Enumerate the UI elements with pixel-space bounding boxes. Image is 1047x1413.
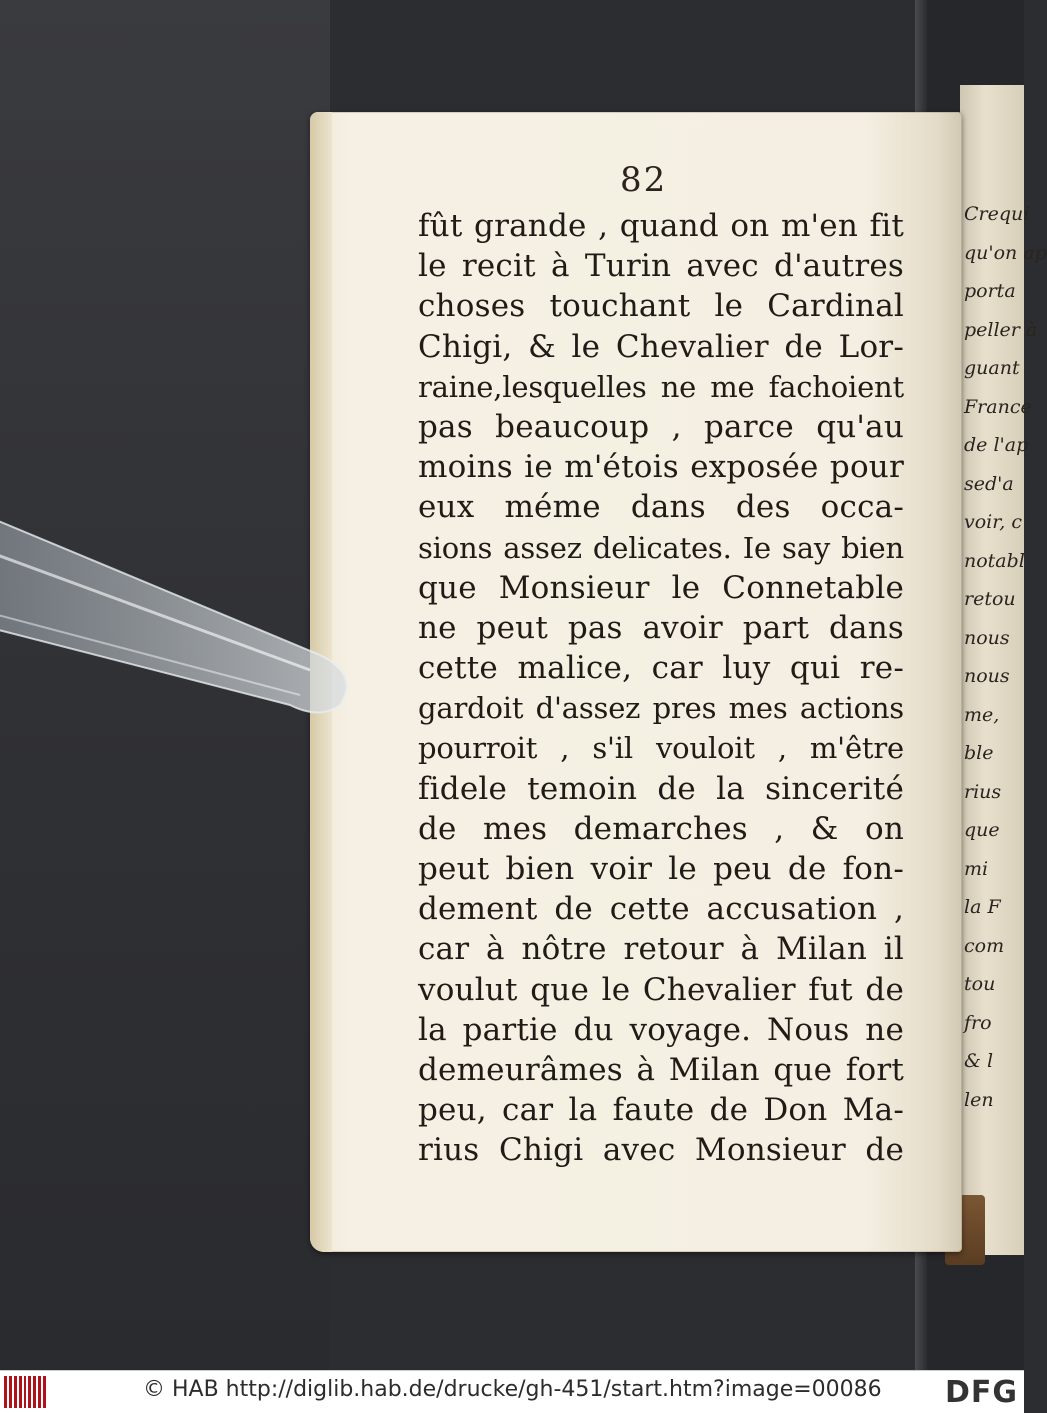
- facing-page-text: [964, 195, 1047, 1119]
- text-line: choses touchant le Cardinal: [418, 288, 904, 325]
- text-line: Chigi, & le Chevalier de Lor-: [418, 328, 904, 365]
- text-line: sions assez delicates. Ie say bien: [418, 530, 904, 565]
- text-line: pourroit , s'il vouloit , m'être: [418, 731, 904, 766]
- facing-fragment: voir, c: [964, 511, 1022, 533]
- facing-fragment: peller à: [964, 318, 1038, 341]
- text-line: voulut que le Chevalier fut de: [418, 971, 904, 1008]
- facing-fragment: porta: [964, 280, 1016, 302]
- facing-fragment: qu'on ap: [964, 241, 1047, 264]
- hab-logo-icon: [4, 1376, 46, 1408]
- page-gutter-edge: [310, 112, 332, 1252]
- text-line: raine,lesquelles ne me fachoient: [418, 369, 904, 404]
- facing-fragment: fro: [964, 1011, 992, 1034]
- text-line: fidele temoin de la sincerité: [418, 770, 904, 807]
- text-line: rius Chigi avec Monsieur de: [418, 1132, 904, 1169]
- text-line: fût grande , quand on m'en fit: [418, 208, 904, 244]
- facing-fragment: que: [964, 819, 1000, 841]
- text-line: que Monsieur le Connetable: [418, 569, 904, 606]
- text-line: moins ie m'étois exposée pour: [418, 449, 904, 486]
- copyright-link[interactable]: © HAB http://diglib.hab.de/drucke/gh-451/start.htm?image=00086: [143, 1377, 882, 1402]
- facing-fragment: notabl: [964, 549, 1025, 572]
- text-line: demeurâmes à Milan que fort: [418, 1051, 904, 1088]
- text-line: pas beaucoup , parce qu'au: [418, 408, 904, 445]
- text-line: dement de cette accusation ,: [418, 891, 904, 928]
- text-line: gardoit d'assez pres mes actions: [418, 691, 904, 726]
- page-text-block: [418, 206, 904, 1169]
- facing-fragment: sed'a: [964, 472, 1014, 495]
- facing-fragment: ble: [964, 742, 994, 764]
- facing-fragment: com: [964, 934, 1005, 957]
- facing-fragment: len: [964, 1088, 994, 1111]
- facing-page: [960, 85, 1047, 1255]
- text-line: peut bien voir le peu de fon-: [418, 851, 904, 887]
- footer-bar: [0, 1370, 1024, 1413]
- text-line: ne peut pas avoir part dans: [418, 609, 904, 646]
- backdrop-left: [0, 0, 330, 1370]
- facing-fragment: tou: [964, 973, 996, 995]
- page-number: 82: [620, 160, 668, 200]
- text-line: de mes demarches , & on: [418, 810, 904, 847]
- text-line: peu, car la faute de Don Ma-: [418, 1092, 904, 1129]
- text-line: eux méme dans des occa-: [418, 489, 904, 526]
- facing-fragment: France: [964, 395, 1032, 418]
- facing-fragment: la F: [964, 896, 1001, 918]
- facing-fragment: me,: [964, 703, 1000, 726]
- dfg-logo: DFG: [944, 1375, 1018, 1410]
- text-line: cette malice, car luy qui re-: [418, 650, 904, 687]
- facing-fragment: nous: [964, 626, 1010, 649]
- text-line: le recit à Turin avec d'autres: [418, 248, 904, 285]
- facing-fragment: & l: [964, 1050, 994, 1072]
- text-line: la partie du voyage. Nous ne: [418, 1011, 904, 1048]
- facing-fragment: retou: [964, 588, 1016, 610]
- facing-fragment: rius: [964, 780, 1002, 803]
- facing-fragment: mi: [964, 857, 989, 880]
- text-line: car à nôtre retour à Milan il: [418, 931, 904, 968]
- facing-fragment: guant: [964, 357, 1020, 379]
- facing-fragment: Crequi: [964, 203, 1030, 225]
- facing-fragment: nous: [964, 665, 1010, 687]
- facing-fragment: de l'ap: [964, 434, 1029, 456]
